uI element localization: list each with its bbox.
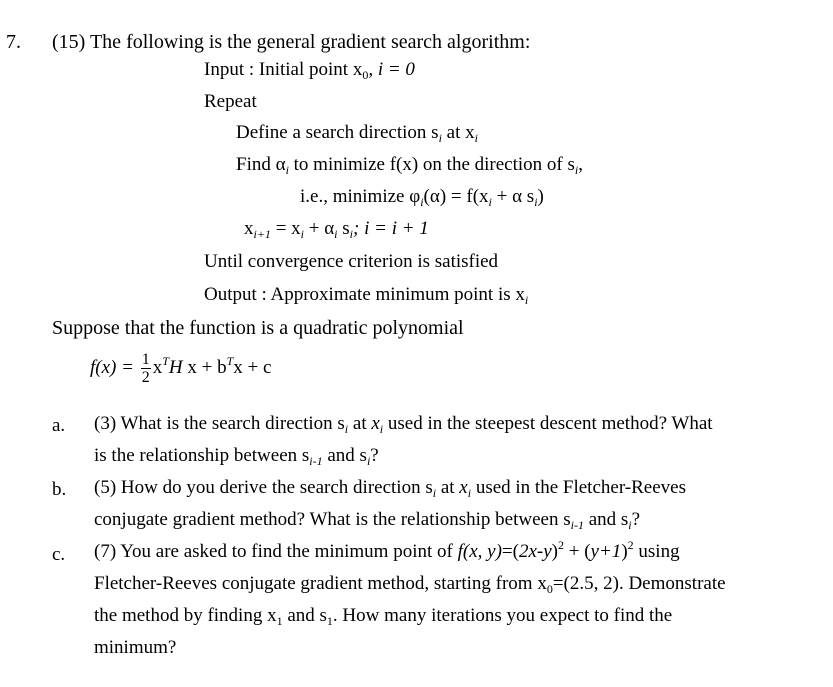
input-rest: , i = 0: [368, 59, 415, 80]
c-l1-sq2: 2: [627, 538, 634, 552]
a-l2-mid: and s: [322, 445, 367, 466]
input-sub: 0: [362, 68, 369, 82]
ie-sub3: i: [534, 195, 538, 209]
algo-update: [244, 217, 429, 241]
intro-text: The following is the general gradient search algorithm:: [89, 31, 531, 53]
c-l1-t1: 2x-y: [518, 541, 552, 562]
ie-mid: (α) = f(x: [423, 186, 489, 207]
a-l1-x: x: [371, 413, 380, 434]
b-l2-mid: and s: [583, 509, 629, 530]
b-l1-post: used in the Fletcher-Reeves: [471, 477, 686, 498]
a-l1-xsub: i: [379, 422, 384, 436]
update-mid3: s: [337, 218, 350, 239]
find-pre: Find α: [236, 154, 286, 175]
update-mid2: + α: [304, 218, 335, 239]
c-l1-sq1: 2: [558, 538, 564, 552]
question-number: 7.: [6, 31, 21, 53]
a-l2-post: ?: [370, 445, 379, 466]
a-l1-pre: (3) What is the search direction s: [94, 413, 345, 434]
find-sub2: i: [574, 163, 579, 177]
part-c-line1: [94, 540, 680, 564]
points-label: (15): [52, 31, 86, 53]
question-intro: [52, 30, 530, 54]
part-b-line2: [94, 508, 640, 532]
algo-find: [236, 153, 583, 177]
c-l3-sub1: 1: [276, 614, 283, 628]
part-b-label: b.: [52, 479, 67, 500]
formula-rest2: x + c: [233, 357, 272, 378]
update-end: ; i = i + 1: [353, 218, 429, 239]
find-end: ,: [578, 154, 583, 175]
formula-rest1: x + b: [182, 357, 227, 378]
find-sub: i: [285, 163, 289, 177]
update-mid1: = x: [270, 218, 301, 239]
b-l1-pre: (5) How do you derive the search direction s: [94, 477, 433, 498]
ie-pre: i.e., minimize φ: [300, 186, 421, 207]
b-l1-x: x: [459, 477, 468, 498]
part-a-line1: [94, 412, 713, 436]
b-l1-sub: i: [432, 486, 437, 500]
part-c-label: c.: [52, 544, 66, 565]
a-l1-sub: i: [344, 422, 349, 436]
b-l1-mid: at: [436, 477, 460, 498]
define-sub2: i: [474, 131, 478, 145]
a-l2-sub1: i-1: [309, 454, 323, 468]
c-l1-plus: + (: [564, 541, 591, 562]
part-c-line4: minimum?: [94, 637, 177, 658]
algo-define: [236, 121, 478, 145]
input-label: Input : Initial point x: [204, 59, 363, 80]
formula-H: H: [168, 357, 183, 378]
ie-end: ): [537, 186, 544, 207]
c-l2-pre: Fletcher-Reeves conjugate gradient method, starting from x: [94, 573, 547, 594]
formula-x: x: [152, 357, 163, 378]
c-l3-post: . How many iterations you expect to find the: [332, 605, 673, 626]
c-l1-pre: (7) You are asked to find the minimum point of: [94, 541, 458, 562]
define-pre: Define a search direction s: [236, 122, 439, 143]
a-l1-post: used in the steepest descent method? What: [383, 413, 713, 434]
formula-T1: T: [162, 354, 169, 368]
formula-T2: T: [226, 354, 234, 368]
b-l1-xsub: i: [467, 486, 472, 500]
formula-lhs: f(x) =: [90, 357, 139, 378]
output-sub: i: [524, 293, 529, 307]
algo-until: Until convergence criterion is satisfied: [204, 251, 499, 272]
part-a-label: a.: [52, 415, 66, 436]
part-c-line2: [94, 572, 726, 596]
part-c-line3: [94, 604, 672, 628]
b-l2-sub1: i-1: [570, 518, 584, 532]
ie-sub2: i: [488, 195, 492, 209]
a-l2-pre: is the relationship between s: [94, 445, 310, 466]
update-sub2: i: [300, 227, 304, 241]
suppose-text: Suppose that the function is a quadratic polynomial: [52, 317, 464, 339]
algo-input: [204, 58, 415, 82]
b-l2-pre: conjugate gradient method? What is the relationship between s: [94, 509, 571, 530]
c-l1-p1: ): [551, 541, 558, 562]
algo-output: [204, 283, 528, 307]
c-l1-eq: =(: [501, 541, 519, 562]
update-sub3: i: [334, 227, 338, 241]
c-l3-sub2: 1: [326, 614, 333, 628]
c-l1-t2: y+1: [590, 541, 622, 562]
algo-ie: [300, 185, 544, 209]
b-l2-sub2: i: [628, 518, 632, 532]
c-l1-p2: ): [621, 541, 628, 562]
output-pre: Output : Approximate minimum point is x: [204, 284, 525, 305]
update-pre: x: [244, 218, 254, 239]
frac-den: 2: [141, 369, 150, 387]
formula-fraction: [141, 351, 151, 386]
algo-repeat: Repeat: [204, 91, 257, 112]
part-b-line1: [94, 476, 686, 500]
frac-num: 1: [141, 351, 150, 369]
define-sub: i: [438, 131, 442, 145]
a-l2-sub2: i: [366, 454, 371, 468]
c-l1-f: f(x, y): [457, 541, 502, 562]
c-l3-pre: the method by finding x: [94, 605, 277, 626]
c-l1-post: using: [633, 541, 680, 562]
ie-mid2: + α s: [491, 186, 535, 207]
find-mid: to minimize f(x) on the direction of s: [288, 154, 575, 175]
a-l1-mid: at: [348, 413, 372, 434]
quadratic-formula: [90, 346, 271, 390]
update-sub1: i+1: [253, 227, 271, 241]
ie-sub: i: [420, 195, 424, 209]
b-l2-post: ?: [631, 509, 641, 530]
update-sub4: i: [349, 227, 354, 241]
c-l2-sub0: 0: [546, 582, 553, 596]
define-mid: at x: [441, 122, 475, 143]
part-a-line2: [94, 444, 379, 468]
c-l2-post: =(2.5, 2). Demonstrate: [552, 573, 726, 594]
c-l3-mid: and s: [282, 605, 327, 626]
